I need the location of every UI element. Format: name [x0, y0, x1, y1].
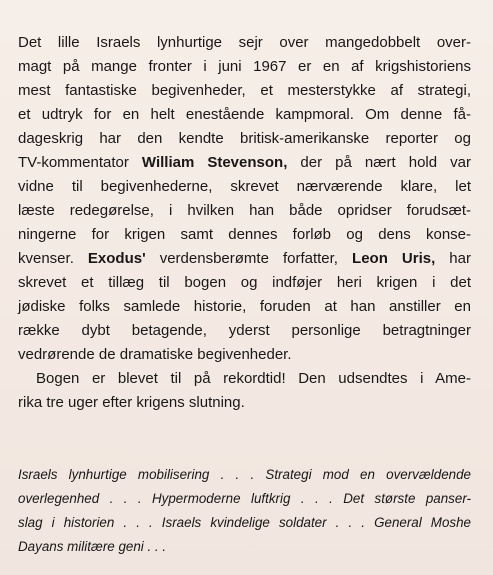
blurb-line: TV-kommentator William Stevenson, der på nært hold var	[18, 154, 471, 171]
highlights-line: Dayans militære geni . . .	[18, 539, 167, 554]
blurb-line: dageskrig har den kendte britisk-amerikanske reporter og	[18, 130, 471, 147]
blurb-line: række dybt betagende, yderst personlige betragtninger	[18, 322, 471, 339]
blurb-line: vidne til begivenhederne, skrevet nærværende klare, let	[18, 178, 471, 195]
author-name-stevenson: William Stevenson,	[141, 154, 288, 171]
blurb-line: mest fantastiske begivenheder, et mesterstykke af strategi,	[18, 82, 471, 99]
blurb-line: et udtryk for en helt enestående kampmoral. Om denne få-	[18, 106, 471, 123]
highlights-line: Israels lynhurtige mobilisering . . . Strategi mod en overvældende	[18, 467, 471, 482]
highlights-line: overlegenhed . . . Hypermoderne luftkrig . . . Det største panser-	[18, 491, 471, 506]
blurb-line: magt på mange fronter i juni 1967 er en af krigshistoriens	[18, 58, 471, 75]
author-name-uris: Leon Uris,	[352, 250, 436, 267]
blurb-line: vedrørende de dramatiske begivenheder.	[18, 346, 292, 363]
book-title-exodus: Exodus'	[87, 250, 146, 267]
blurb-line: Bogen er blevet til på rekordtid! Den udsendtes i Ame-	[36, 370, 471, 387]
blurb-line: kvenser. Exodus' verdensberømte forfatter, Leon Uris, har	[18, 250, 471, 267]
blurb-line: jødiske folks samlede historie, foruden at han anstiller en	[18, 298, 471, 315]
blurb-line: rika tre uger efter krigens slutning.	[18, 394, 245, 411]
blurb-line: skrevet et tillæg til bogen og indføjer heri krigen i det	[18, 274, 471, 291]
blurb-line: ningerne for krigen samt dennes forløb og dens konse-	[18, 226, 471, 243]
highlights-line: slag i historien . . . Israels kvindelige soldater . . . General Moshe	[18, 515, 471, 530]
blurb-line: Det lille Israels lynhurtige sejr over mangedobbelt over-	[18, 34, 471, 51]
blurb-line: læste redegørelse, i hvilken han både opridser forudsæt-	[18, 202, 471, 219]
